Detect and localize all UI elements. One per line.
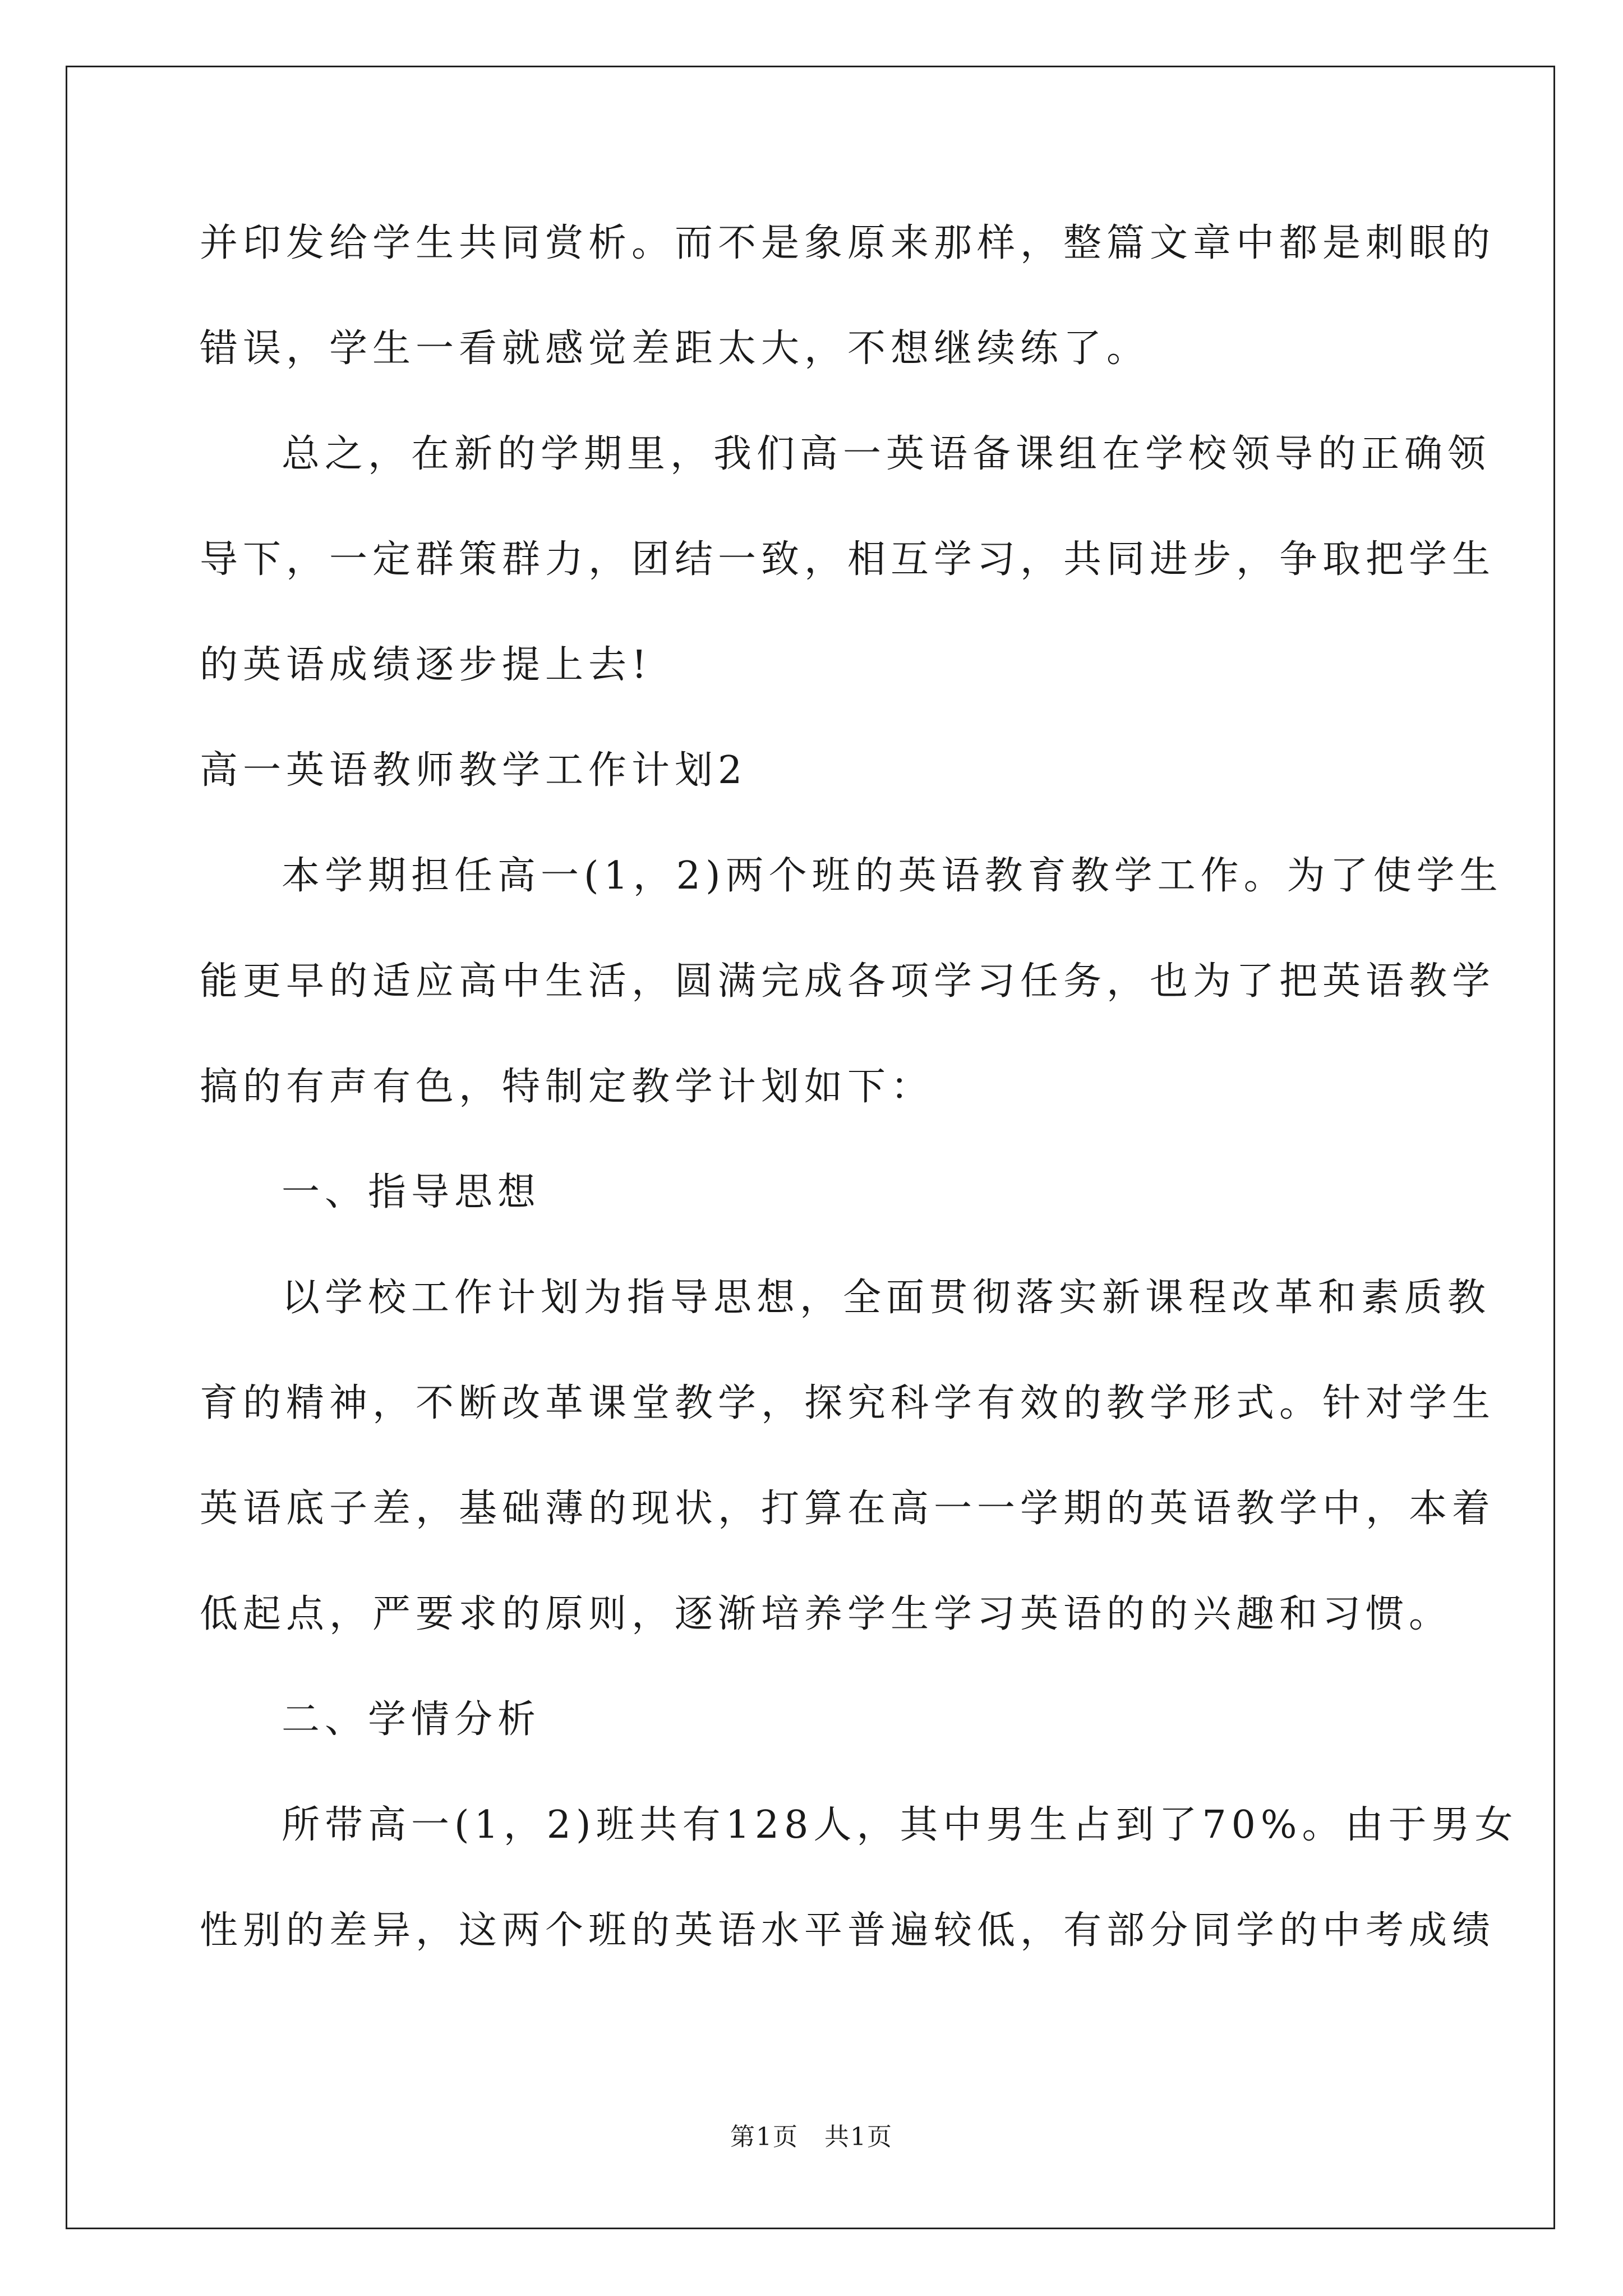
text-line: 搞的有声有色，特制定教学计划如下： <box>200 1065 934 1109</box>
text-line: 低起点，严要求的原则，逐渐培养学生学习英语的的兴趣和习惯。 <box>200 1592 1453 1636</box>
section-title: 高一英语教师教学工作计划2 <box>200 748 748 793</box>
text-line: 导下，一定群策群力，团结一致，相互学习，共同进步，争取把学生 <box>200 537 1496 582</box>
text-line: 能更早的适应高中生活，圆满完成各项学习任务，也为了把英语教学 <box>200 959 1496 1004</box>
paragraph-start: 以学校工作计划为指导思想，全面贯彻落实新课程改革和素质教 <box>282 1276 1491 1320</box>
text-line: 错误，学生一看就感觉差距太大，不想继续练了。 <box>200 326 1150 371</box>
paragraph-start: 本学期担任高一(1，2)两个班的英语教育教学工作。为了使学生 <box>282 854 1503 898</box>
subsection-heading: 一、指导思想 <box>282 1170 541 1214</box>
text-line: 的英语成绩逐步提上去! <box>200 643 652 687</box>
subsection-heading: 二、学情分析 <box>282 1697 541 1742</box>
text-line: 并印发给学生共同赏析。而不是象原来那样，整篇文章中都是刺眼的 <box>200 221 1496 265</box>
document-body <box>200 210 1518 2003</box>
paragraph-start: 所带高一(1，2)班共有128人，其中男生占到了70%。由于男女 <box>282 1803 1518 1847</box>
text-line: 育的精神，不断改革课堂教学，探究科学有效的教学形式。针对学生 <box>200 1381 1496 1425</box>
page-footer: 第1页 共1页 <box>730 2123 893 2151</box>
paragraph-start: 总之，在新的学期里，我们高一英语备课组在学校领导的正确领 <box>282 432 1491 476</box>
text-line: 性别的差异，这两个班的英语水平普遍较低，有部分同学的中考成绩 <box>200 1908 1496 1953</box>
text-line: 英语底子差，基础薄的现状，打算在高一一学期的英语教学中，本着 <box>200 1487 1496 1531</box>
